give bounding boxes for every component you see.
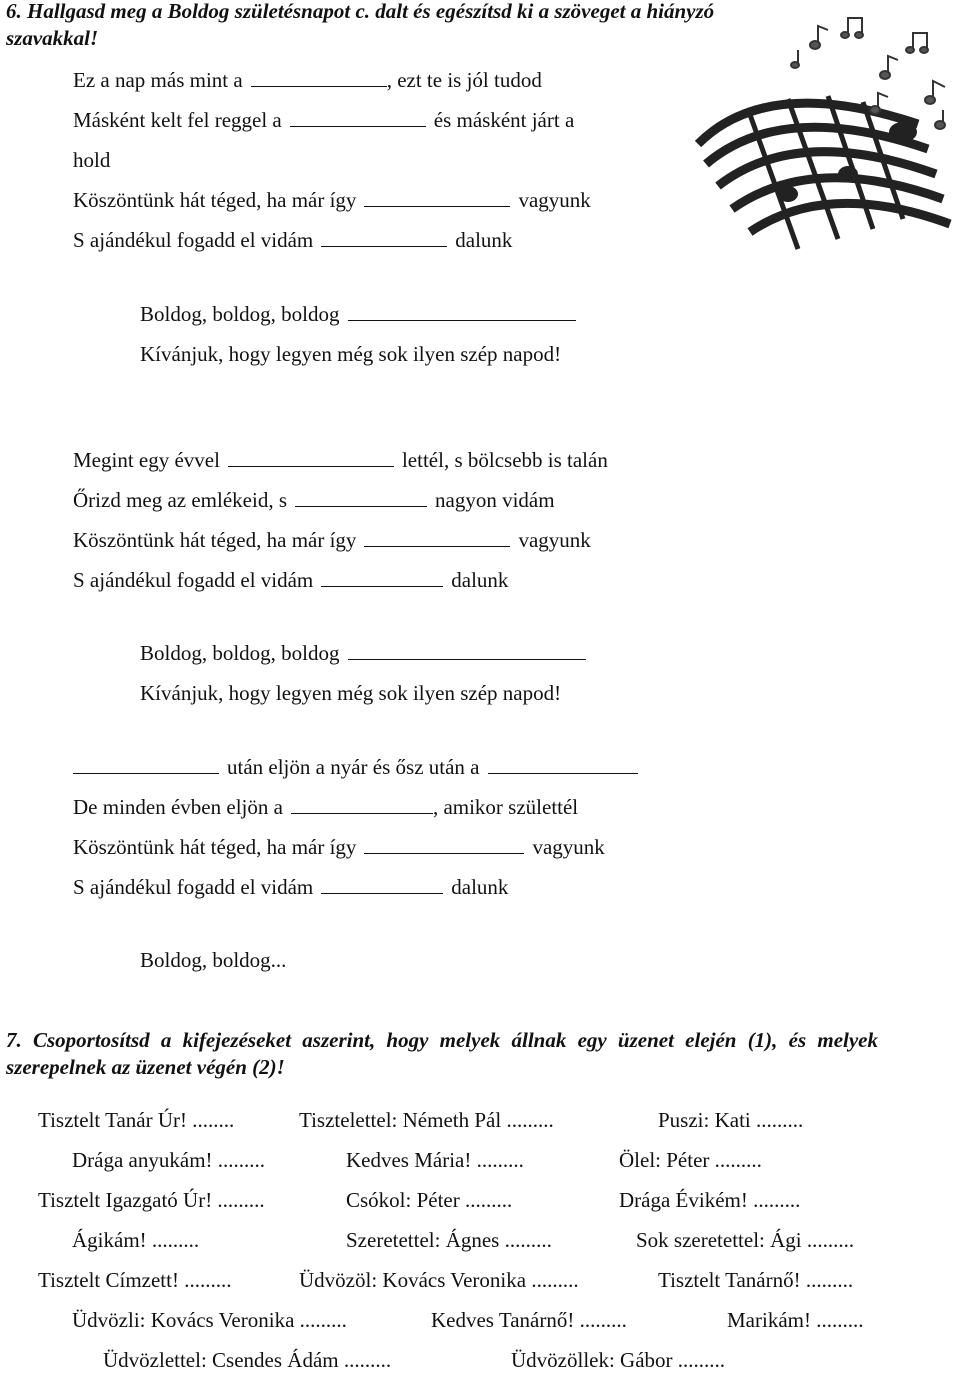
song-line: S ajándékul fogadd el vidám dalunk xyxy=(73,875,509,899)
phrase-item: Marikám! ......... xyxy=(727,1308,864,1332)
phrase-item: Ágikám! ......... xyxy=(72,1228,200,1252)
song-line: Megint egy évvel lettél, s bölcsebb is talán xyxy=(73,448,608,472)
task6-title-line1: 6. Hallgasd meg a Boldog születésnapot c. dalt és egészítsd ki a szöveget a hiányzó xyxy=(6,0,715,23)
song-line: S ajándékul fogadd el vidám dalunk xyxy=(73,568,509,592)
song-line: Köszöntünk hát téged, ha már így vagyunk xyxy=(73,528,591,552)
phrase-item: Kedves Mária! ......... xyxy=(346,1148,524,1172)
phrase-item: Tisztelt Címzett! ......... xyxy=(38,1268,232,1292)
phrase-item: Drága Évikém! ......... xyxy=(619,1188,801,1212)
phrase-item: Csókol: Péter ......... xyxy=(346,1188,513,1212)
phrase-item: Drága anyukám! ......... xyxy=(72,1148,266,1172)
phrase-item: Üdvözlettel: Csendes Ádám ......... xyxy=(103,1348,392,1372)
blank-field[interactable] xyxy=(251,68,387,87)
refrain-line: Boldog, boldog, boldog xyxy=(140,301,584,327)
task7-title: 7. Csoportosítsd a kifejezéseket aszerint, hogy melyek állnak egy üzenet elején (1), és melyek szerepelnek az üzenet végén (2)! xyxy=(6,1028,878,1079)
blank-field[interactable] xyxy=(73,755,219,774)
refrain-line: Kívánjuk, hogy legyen még sok ilyen szép napod! xyxy=(140,681,562,705)
blank-field[interactable] xyxy=(348,302,576,321)
blank-field[interactable] xyxy=(364,188,510,207)
blank-field[interactable] xyxy=(321,875,443,894)
refrain-line: Boldog, boldog, boldog xyxy=(140,640,594,666)
song-line: hold xyxy=(73,148,111,172)
song-line: Köszöntünk hát téged, ha már így vagyunk xyxy=(73,835,605,859)
phrase-item: Üdvözli: Kovács Veronika ......... xyxy=(72,1308,347,1332)
task6-title-line2: szavakkal! xyxy=(6,26,99,50)
phrase-item: Tisztelt Tanár Úr! ........ xyxy=(38,1108,235,1132)
blank-field[interactable] xyxy=(291,795,433,814)
refrain-line: Kívánjuk, hogy legyen még sok ilyen szép napod! xyxy=(140,342,562,366)
blank-field[interactable] xyxy=(228,448,394,467)
phrase-item: Üdvözöl: Kovács Veronika ......... xyxy=(299,1268,579,1292)
blank-field[interactable] xyxy=(364,528,510,547)
blank-field[interactable] xyxy=(321,568,443,587)
music-notes-icon xyxy=(688,14,960,264)
song-line: Másként kelt fel reggel a és másként járt a xyxy=(73,108,575,132)
song-line: Köszöntünk hát téged, ha már így vagyunk xyxy=(73,188,591,212)
refrain-line: Boldog, boldog... xyxy=(140,948,287,972)
song-line: után eljön a nyár és ősz után a xyxy=(73,754,646,780)
blank-field[interactable] xyxy=(488,755,638,774)
blank-field[interactable] xyxy=(290,108,426,127)
phrase-item: Tisztelt Tanárnő! ......... xyxy=(658,1268,854,1292)
phrase-item: Tisztelettel: Németh Pál ......... xyxy=(299,1108,554,1132)
phrase-item: Sok szeretettel: Ági ......... xyxy=(636,1228,855,1252)
phrase-item: Ölel: Péter ......... xyxy=(619,1148,762,1172)
phrase-item: Üdvözöllek: Gábor ......... xyxy=(511,1348,726,1372)
song-line: Őrizd meg az emlékeid, s nagyon vidám xyxy=(73,488,555,512)
blank-field[interactable] xyxy=(348,641,586,660)
blank-field[interactable] xyxy=(295,488,427,507)
phrase-item: Kedves Tanárnő! ......... xyxy=(431,1308,627,1332)
song-line: S ajándékul fogadd el vidám dalunk xyxy=(73,228,513,252)
blank-field[interactable] xyxy=(364,835,524,854)
phrase-item: Szeretettel: Ágnes ......... xyxy=(346,1228,552,1252)
blank-field[interactable] xyxy=(321,228,447,247)
song-line: De minden évben eljön a , amikor születtél xyxy=(73,795,579,819)
phrase-item: Tisztelt Igazgató Úr! ......... xyxy=(38,1188,265,1212)
song-line: Ez a nap más mint a , ezt te is jól tudod xyxy=(73,68,542,92)
phrase-item: Puszi: Kati ......... xyxy=(658,1108,804,1132)
